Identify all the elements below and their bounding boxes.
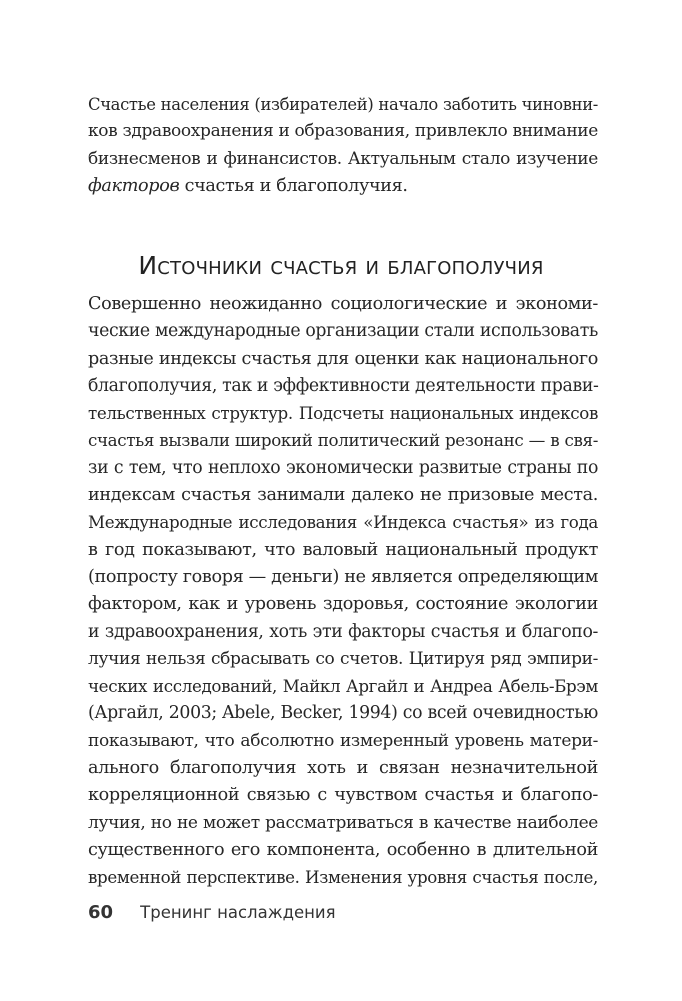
- intro-line: ков здравоохранения и образования, привлекло внимание: [88, 121, 598, 142]
- intro-line-rest: счастья и благополучия.: [179, 175, 408, 196]
- body-line: зи с тем, что неплохо экономически развитые страны по: [88, 457, 598, 478]
- body-line: показывают, что абсолютно измеренный уровень матери-: [88, 730, 598, 751]
- running-title: Тренинг наслаждения: [140, 903, 336, 922]
- intro-italic-term: факторов: [88, 175, 180, 196]
- body-line: и здравоохранения, хоть эти факторы счастья и благопо-: [88, 621, 598, 642]
- body-line: счастья вызвали широкий политический резонанс — в свя-: [88, 430, 598, 451]
- body-paragraph: [88, 291, 598, 892]
- body-line: существенного его компонента, особенно в длительной: [88, 839, 598, 860]
- body-line: Международные исследования «Индекса счастья» из года: [88, 512, 598, 533]
- body-line: ческие международные организации стали использовать: [88, 321, 598, 342]
- intro-line: Счастье населения (избирателей) начало заботить чиновни-: [88, 95, 598, 114]
- body-line: лучия нельзя сбрасывать со счетов. Цитируя ряд эмпири-: [88, 648, 598, 669]
- body-line: (Аргайл, 2003; Abele, Becker, 1994) со всей очевидностью: [88, 703, 598, 724]
- body-line: ального благополучия хоть и связан незначительной: [88, 758, 598, 779]
- intro-paragraph: [88, 91, 598, 200]
- body-line: лучия, но не может рассматриваться в качестве наиболее: [88, 812, 598, 833]
- body-line: фактором, как и уровень здоровья, состояние экологии: [88, 594, 598, 615]
- body-line: ческих исследований, Майкл Аргайл и Андреа Абель-Брэм: [88, 676, 598, 697]
- intro-line: бизнесменов и финансистов. Актуальным стало изучение: [88, 148, 598, 169]
- body-line: временной перспективе. Изменения уровня счастья после,: [88, 867, 598, 888]
- body-line: в год показывают, что валовый национальный продукт: [88, 539, 598, 560]
- section-heading: Источники счастья и благополучия: [138, 251, 544, 280]
- page-footer: [88, 900, 336, 926]
- body-line: (попросту говоря — деньги) не является определяющим: [88, 566, 599, 587]
- body-line: разные индексы счастья для оценки как национального: [88, 348, 598, 369]
- intro-line: [88, 173, 598, 200]
- body-line: благополучия, так и эффективности деятельности прави-: [88, 375, 599, 396]
- body-line: тельственных структур. Подсчеты национальных индексов: [88, 403, 598, 424]
- body-line: корреляционной связью с чувством счастья и благопо-: [88, 785, 598, 806]
- body-line: Совершенно неожиданно социологические и экономи-: [88, 294, 598, 314]
- page-number: 60: [88, 902, 114, 923]
- body-line: индексам счастья занимали далеко не призовые места.: [88, 485, 598, 506]
